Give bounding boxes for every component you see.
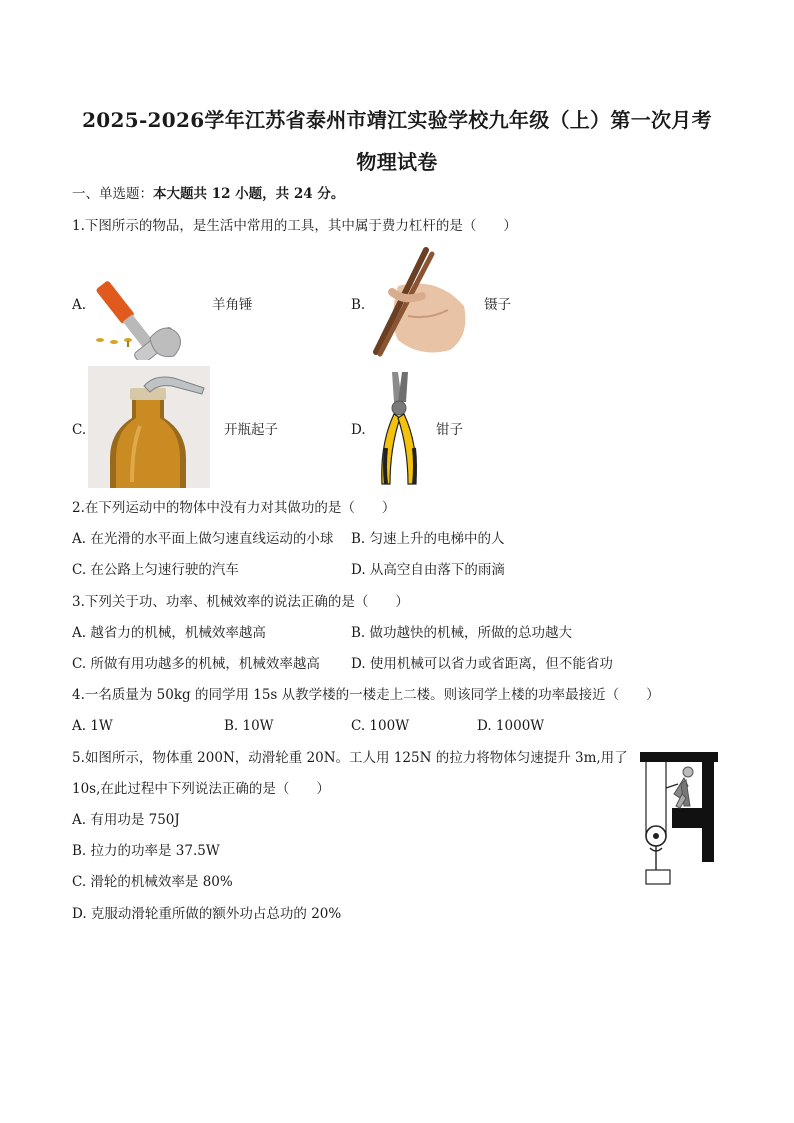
q1-option-d-label: 钳子 bbox=[436, 422, 463, 438]
question-4-stem: 4.一名质量为 50kg 的同学用 15s 从教学楼的一楼走上二楼。则该同学上楼的功率最接近（ ） bbox=[72, 687, 660, 703]
bottle-opener-icon bbox=[88, 366, 210, 488]
q2-option-d: D. 从高空自由落下的雨滴 bbox=[351, 562, 505, 578]
question-3-stem: 3.下列关于功、功率、机械效率的说法正确的是（ ） bbox=[72, 594, 409, 610]
q2-option-b: B. 匀速上升的电梯中的人 bbox=[351, 531, 505, 547]
q4-option-d: D. 1000W bbox=[477, 718, 545, 734]
q5-option-c: C. 滑轮的机械效率是 80% bbox=[72, 874, 233, 890]
question-1-stem: 1.下图所示的物品，是生活中常用的工具，其中属于费力杠杆的是（ ） bbox=[72, 218, 517, 234]
q3-option-a: A. 越省力的机械，机械效率越高 bbox=[72, 625, 266, 641]
section-description: 本大题共 12 小题，共 24 分。 bbox=[153, 186, 345, 202]
q5-option-a: A. 有用功是 750J bbox=[72, 812, 180, 828]
q1-option-a-label: 羊角锤 bbox=[212, 297, 253, 313]
q4-option-c: C. 100W bbox=[351, 718, 410, 734]
claw-hammer-icon bbox=[88, 242, 206, 360]
q5-option-b: B. 拉力的功率是 37.5W bbox=[72, 843, 220, 859]
question-5-stem-line-1: 5.如图所示，物体重 200N，动滑轮重 20N。工人用 125N 的拉力将物体匀速提升 3m,用了 bbox=[72, 750, 628, 766]
q5-option-d: D. 克服动滑轮重所做的额外功占总功的 20% bbox=[72, 906, 342, 922]
q1-option-a-letter: A. bbox=[72, 297, 87, 313]
q3-option-c: C. 所做有用功越多的机械，机械效率越高 bbox=[72, 656, 320, 672]
page-subtitle: 物理试卷 bbox=[356, 150, 438, 174]
tweezers-icon bbox=[368, 246, 470, 360]
q3-option-b: B. 做功越快的机械，所做的总功越大 bbox=[351, 625, 573, 641]
q2-option-c: C. 在公路上匀速行驶的汽车 bbox=[72, 562, 239, 578]
q3-option-d: D. 使用机械可以省力或省距离，但不能省功 bbox=[351, 656, 613, 672]
pliers-icon bbox=[368, 368, 432, 488]
section-prefix: 一、单选题： bbox=[72, 186, 153, 202]
q4-option-b: B. 10W bbox=[224, 718, 274, 734]
q1-option-c-label: 开瓶起子 bbox=[224, 422, 278, 438]
section-heading bbox=[72, 185, 344, 203]
q2-option-a: A. 在光滑的水平面上做匀速直线运动的小球 bbox=[72, 531, 334, 547]
page-title: 2025-2026学年江苏省泰州市靖江实验学校九年级（上）第一次月考 bbox=[82, 108, 712, 132]
q1-option-d-letter: D. bbox=[351, 422, 366, 438]
q1-option-b-label: 镊子 bbox=[484, 297, 511, 313]
q1-option-c-letter: C. bbox=[72, 422, 87, 438]
question-5-stem-line-2: 10s,在此过程中下列说法正确的是（ ） bbox=[72, 781, 330, 797]
question-2-stem: 2.在下列运动中的物体中没有力对其做功的是（ ） bbox=[72, 500, 396, 516]
pulley-system-icon bbox=[636, 748, 724, 890]
q4-option-a: A. 1W bbox=[72, 718, 113, 734]
q1-option-b-letter: B. bbox=[351, 297, 366, 313]
